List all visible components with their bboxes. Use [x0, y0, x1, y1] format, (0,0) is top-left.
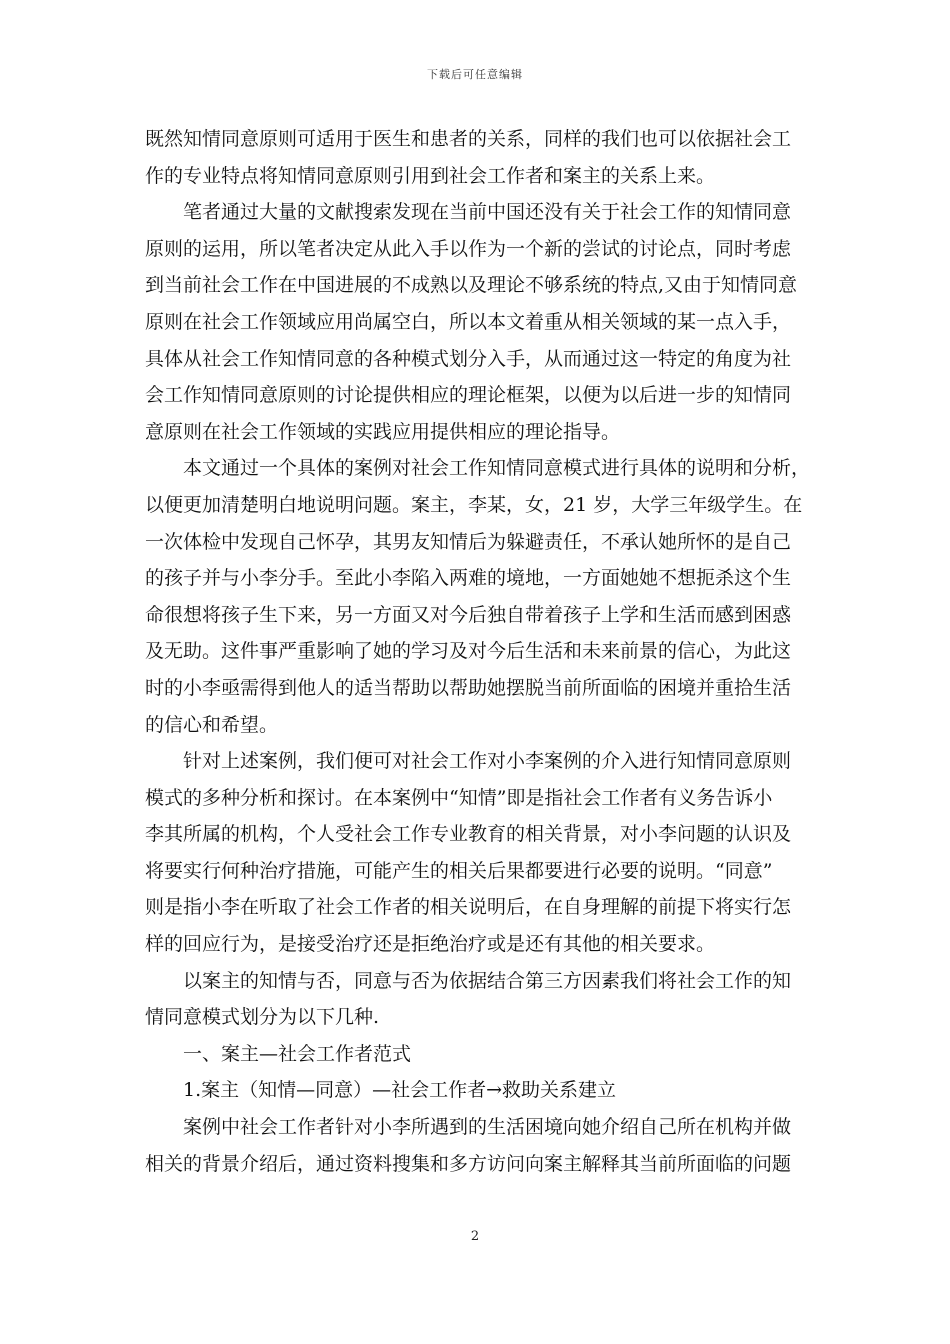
text-line: 笔者通过大量的文献搜索发现在当前中国还没有关于社会工作的知情同意 — [183, 201, 792, 224]
text-line: 以案主的知情与否，同意与否为依据结合第三方因素我们将社会工作的知 — [183, 969, 792, 992]
text-line: 针对上述案例，我们便可对社会工作对小李案例的介入进行知情同意原则 — [183, 750, 792, 773]
text-line: 案例中社会工作者针对小李所遇到的生活困境向她介绍自己所在机构并做 — [183, 1116, 792, 1139]
text-line: 一次体检中发现自己怀孕，其男友知情后为躲避责任，不承认她所怀的是自己 — [145, 530, 792, 553]
text-line: 作的专业特点将知情同意原则引用到社会工作者和案主的关系上来。 — [145, 164, 716, 187]
text-line: 意原则在社会工作领域的实践应用提供相应的理论指导。 — [145, 420, 621, 443]
text-line: 本文通过一个具体的案例对社会工作知情同意模式进行具体的说明和分析， — [183, 457, 811, 480]
text-line: 具体从社会工作知情同意的各种模式划分入手，从而通过这一特定的角度为社 — [145, 347, 792, 370]
page-header: 下载后可任意编辑 — [427, 68, 523, 81]
text-line: 模式的多种分析和探讨。在本案例中“知情”即是指社会工作者有义务告诉小 — [145, 786, 773, 809]
text-line: 到当前社会工作在中国进展的不成熟以及理论不够系统的特点,又由于知情同意 — [145, 274, 798, 297]
text-line: 原则的运用，所以笔者决定从此入手以作为一个新的尝试的讨论点，同时考虑 — [145, 237, 792, 260]
text-line: 命很想将孩子生下来，另一方面又对今后独自带着孩子上学和生活而感到困惑 — [145, 603, 792, 626]
document-body — [145, 121, 811, 1182]
text-line: 会工作知情同意原则的讨论提供相应的理论框架，以便为以后进一步的知情同 — [145, 384, 792, 407]
text-line: 及无助。这件事严重影响了她的学习及对今后生活和未来前景的信心，为此这 — [145, 640, 792, 663]
text-line: 样的回应行为，是接受治疗还是拒绝治疗或是还有其他的相关要求。 — [145, 933, 716, 956]
text-line: 一、案主—社会工作者范式 — [183, 1042, 412, 1065]
text-line: 时的小李亟需得到他人的适当帮助以帮助她摆脱当前所面临的困境并重拾生活 — [145, 676, 792, 699]
text-line: 李其所属的机构，个人受社会工作专业教育的相关背景，对小李问题的认识及 — [145, 823, 792, 846]
text-line: 则是指小李在听取了社会工作者的相关说明后，在自身理解的前提下将实行怎 — [145, 896, 792, 919]
text-line: 情同意模式划分为以下几种. — [145, 1006, 380, 1029]
text-line: 以便更加清楚明白地说明问题。案主，李某，女，21 岁，大学三年级学生。在 — [145, 493, 803, 516]
text-line: 既然知情同意原则可适用于医生和患者的关系，同样的我们也可以依据社会工 — [145, 128, 792, 150]
text-line: 将要实行何种治疗措施，可能产生的相关后果都要进行必要的说明。“同意” — [145, 859, 773, 882]
text-line: 原则在社会工作领域应用尚属空白，所以本文着重从相关领域的某一点入手， — [145, 310, 792, 333]
text-line: 的孩子并与小李分手。至此小李陷入两难的境地，一方面她她不想扼杀这个生 — [145, 567, 792, 590]
text-line: 1.案主（知情—同意）—社会工作者→救助关系建立 — [183, 1079, 617, 1102]
text-line: 的信心和希望。 — [145, 713, 279, 736]
text-line: 相关的背景介绍后，通过资料搜集和多方访问向案主解释其当前所面临的问题 — [145, 1152, 792, 1175]
page-number: 2 — [470, 1229, 480, 1244]
